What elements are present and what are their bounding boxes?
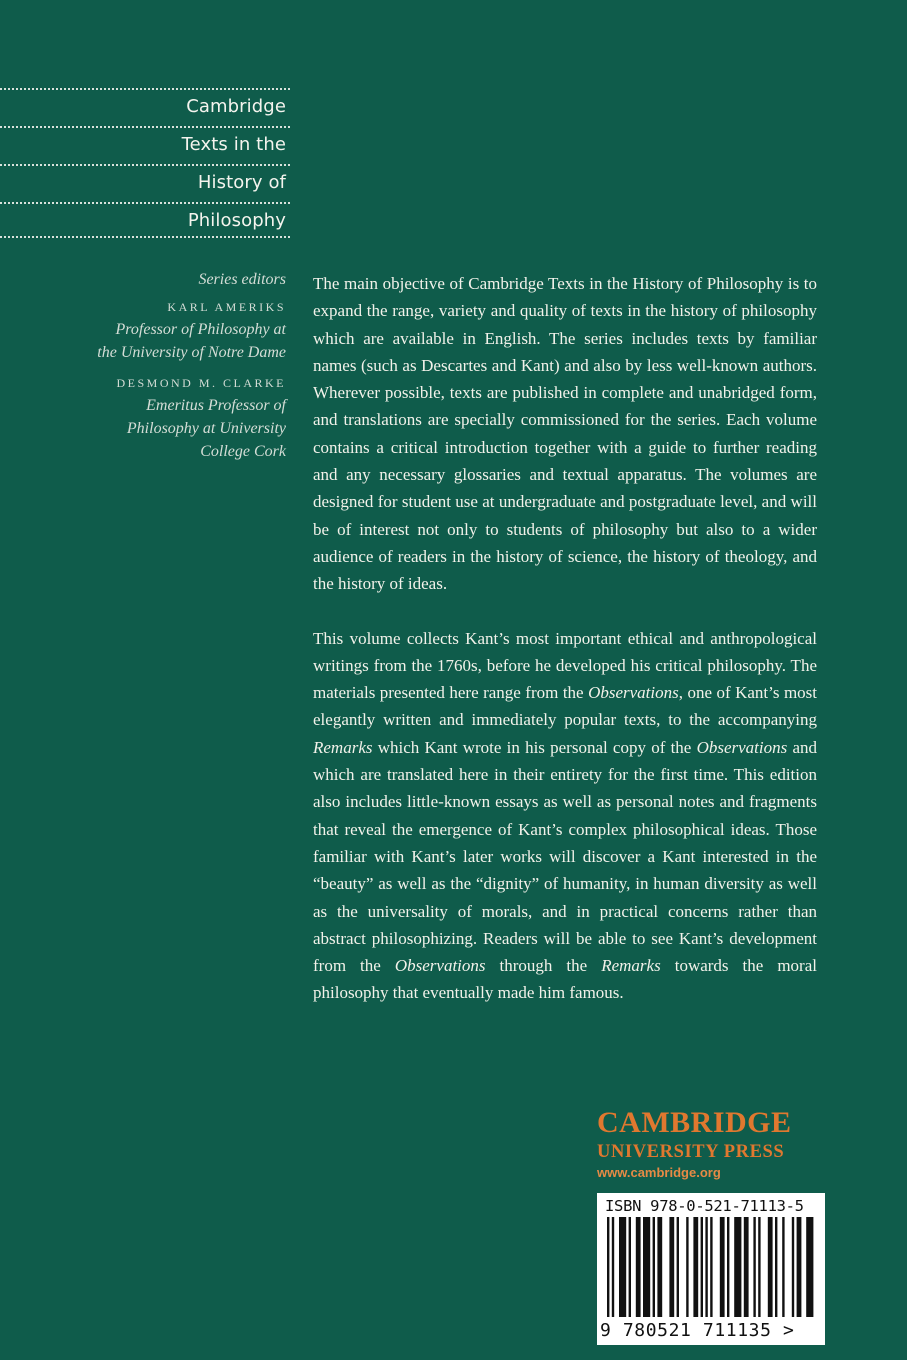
barcode-bar (607, 1217, 609, 1317)
blurb-text (313, 270, 817, 1007)
barcode-bar (612, 1217, 614, 1317)
editors-heading: Series editors (198, 271, 286, 288)
title-observations: Observations (394, 956, 486, 976)
editor-2-affiliation-line-1: Emeritus Professor of (146, 397, 286, 414)
series-title-line-1: Cambridge (0, 88, 290, 124)
barcode-bar (753, 1217, 755, 1317)
series-title-block (0, 88, 290, 240)
barcode-box (597, 1193, 825, 1345)
series-title-line-3: History of (0, 164, 290, 200)
title-observations: Observations (696, 737, 788, 757)
barcode-digits: 9 780521 711135 > (600, 1320, 795, 1341)
barcode-bar (775, 1217, 777, 1317)
series-editors (0, 266, 286, 463)
barcode-bar (657, 1217, 662, 1317)
barcode-bar (701, 1217, 703, 1317)
barcode-bar (806, 1217, 813, 1317)
barcode-bar (636, 1217, 641, 1317)
barcode-bar (768, 1217, 773, 1317)
title-remarks: Remarks (601, 956, 661, 976)
barcode-bar (653, 1217, 655, 1317)
publisher-logo (597, 1106, 827, 1182)
title-observations: Observations (588, 683, 679, 703)
barcode-bar (710, 1217, 712, 1317)
barcode-bar (619, 1217, 626, 1317)
barcode-bar (705, 1217, 707, 1317)
series-title-line-4: Philosophy (0, 202, 290, 238)
editor-2-affiliation-line-2: Philosophy at University (126, 420, 286, 437)
barcode-bar (677, 1217, 679, 1317)
barcode-bar (629, 1217, 631, 1317)
barcode-bar (734, 1217, 741, 1317)
barcode-bar (669, 1217, 674, 1317)
barcode-bar (758, 1217, 760, 1317)
series-title-line-2: Texts in the (0, 126, 290, 162)
barcode-bar (797, 1217, 802, 1317)
barcode-bar (744, 1217, 749, 1317)
series-description-paragraph: The main objective of Cambridge Texts in the History of Philosophy is to expand the range, variety and quality of texts in the history of philosophy which are available in English. The series includes texts by familiar names (such as Descartes and Kant) and also by less well-known authors. Wherever possible, texts are published in complete and unabridged form, and translations are specially commissioned for the series. Each volume contains a critical introduction together with a guide to further reading and any necessary glossaries and textual apparatus. The volumes are designed for student use at undergraduate and postgraduate level, and will be of interest not only to students of philosophy but also to a wider audience of readers in the history of science, the history of theology, and the history of ideas. (313, 274, 817, 594)
isbn-label: ISBN 978-0-521-71113-5 (605, 1197, 804, 1215)
editor-1-name: KARL AMERIKS (167, 300, 286, 314)
editor-1-affiliation-line-1: Professor of Philosophy at (115, 321, 286, 338)
barcode-bar (727, 1217, 729, 1317)
editor-2-affiliation-line-3: College Cork (200, 443, 286, 460)
barcode-bar (693, 1217, 698, 1317)
barcode-bar (686, 1217, 688, 1317)
editor-2-name: DESMOND M. CLARKE (116, 376, 286, 390)
barcode-bar (720, 1217, 725, 1317)
volume-description-paragraph: This volume collects Kant’s most important ethical and anthropological writings from the 1760s, before he developed his critical philosophy. The materials presented here range from the Observations, one of Kant’s most elegantly written and immediately popular texts, to the accompanying Remarks which Kant wrote in his personal copy of the Observations and which are translated here in their entirety for the first time. This edition also includes little-known essays as well as personal notes and fragments that reveal the emergence of Kant’s complex philosophical ideas. Those familiar with Kant’s later works will discover a Kant interested in the “beauty” as well as the “dignity” of humanity, in human diversity as well as the universality of morals, and in practical concerns rather than abstract philosophizing. Readers will be able to see Kant’s development from the Observations through the Remarks towards the moral philosophy that eventually made him famous. (313, 628, 817, 1003)
barcode-bar (782, 1217, 784, 1317)
publisher-url[interactable]: www.cambridge.org (597, 1165, 721, 1180)
barcode-bar (792, 1217, 794, 1317)
barcode-bar (643, 1217, 650, 1317)
publisher-press: UNIVERSITY PRESS (597, 1142, 785, 1162)
barcode-icon (603, 1217, 819, 1319)
editor-1-affiliation-line-2: the University of Notre Dame (97, 344, 286, 361)
publisher-name: CAMBRIDGE (597, 1106, 792, 1139)
title-remarks: Remarks (313, 737, 373, 757)
